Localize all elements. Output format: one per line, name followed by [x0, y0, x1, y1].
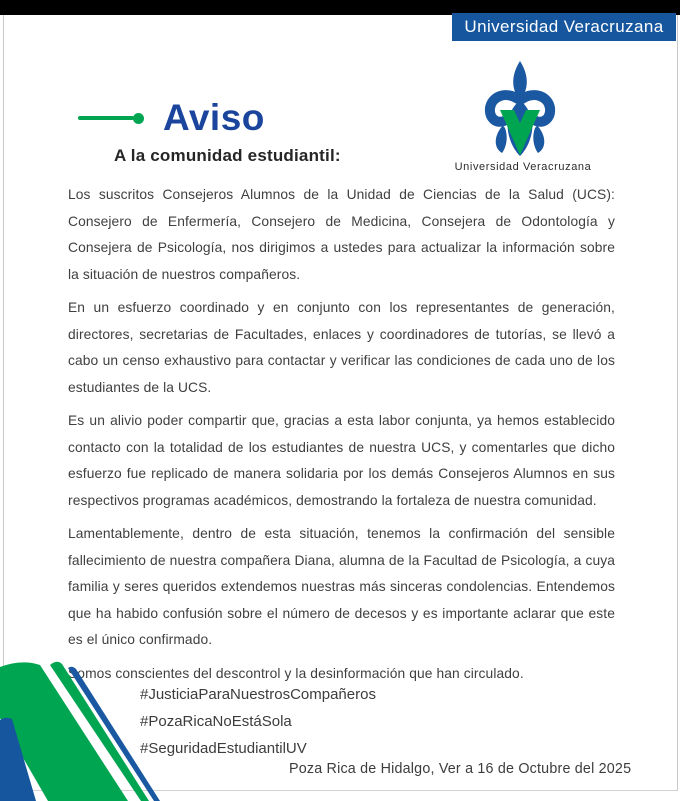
paragraph-3: Es un alivio poder compartir que, gracias a esta labor conjunta, ya hemos establecido contacto con la totalidad de los estudiantes de nuestra UCS, y comentarles que dicho esfuerzo fue replicado de manera solidaria por los demás Consejeros Alumnos en sus respectivos programas académicos, demostrando la fortaleza de nuestra comunidad. [68, 413, 615, 508]
green-accent-line [78, 116, 134, 120]
green-accent-dot [133, 113, 144, 124]
uv-logo-icon [476, 58, 570, 158]
brand-header [452, 13, 676, 41]
dateline: Poza Rica de Hidalgo, Ver a 16 de Octubre del 2025 [289, 761, 632, 777]
paragraph-1: Los suscritos Consejeros Alumnos de la Unidad de Ciencias de la Salud (UCS): Consejero de Enfermería, Consejero de Medicina, Consejera de Odontología y Consejera de Psicología, nos dirigimos a ustedes para actualizar la información sobre la situación de nuestros compañeros. [68, 187, 615, 282]
notice-body [68, 182, 615, 694]
hashtag-pozarica: #PozaRicaNoEstáSola [140, 713, 292, 730]
notice-title-row [78, 96, 265, 140]
paragraph-5: Somos conscientes del descontrol y la desinformación que han circulado. [68, 665, 524, 681]
uv-logo-block [448, 58, 598, 173]
hashtag-justicia: #JusticiaParaNuestrosCompañeros [140, 686, 376, 703]
hashtag-seguridad: #SeguridadEstudiantilUV [140, 740, 307, 757]
paragraph-2: En un esfuerzo coordinado y en conjunto con los representantes de generación, directores, secretarias de Facultades, enlaces y coordinadores de tutorías, se llevó a cabo un censo exhaustivo para contactar y verificar las condiciones de cada uno de los estudiantes de la UCS. [68, 300, 615, 395]
logo-caption: Universidad Veracruzana [454, 161, 592, 173]
paragraph-4: Lamentablemente, dentro de esta situación, tenemos la confirmación del sensible fallecimiento de nuestra compañera Diana, alumna de la Facultad de Psicología, a cuya familia y seres queridos extendemos nuestras más sinceras condolencias. Entendemos que ha habido confusión sobre el número de decesos y es importante aclarar que este es el único confirmado. [68, 526, 615, 647]
brand-title: Universidad Veracruzana [464, 17, 664, 36]
page-title: Aviso [163, 97, 265, 138]
corner-swoosh-decoration [0, 661, 200, 801]
salutation: A la comunidad estudiantil: [114, 146, 341, 165]
